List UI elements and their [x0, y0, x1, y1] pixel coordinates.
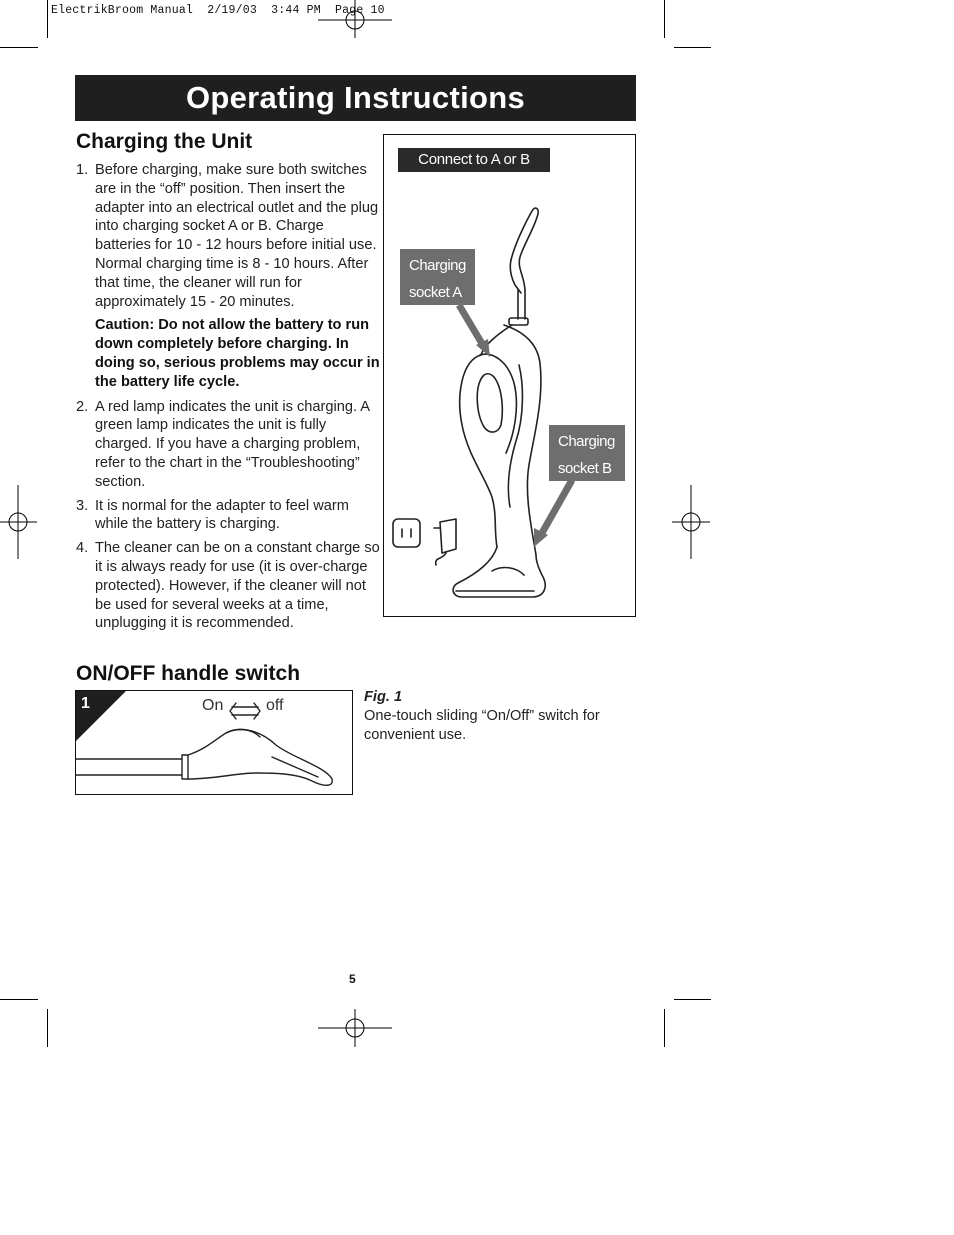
list-item	[76, 398, 380, 492]
charging-steps	[76, 161, 380, 638]
page-title: Operating Instructions	[185, 80, 526, 115]
step-text: A red lamp indicates the unit is charging. A green lamp indicates the unit is fully charged. If you have a charging problem, refer to the chart in the “Troubleshooting” section.	[95, 398, 370, 490]
step-number: 4.	[76, 540, 89, 557]
caution-text: Caution: Do not allow the battery to run down completely before charging. In doing so, serious problems may occur in the battery life cycle.	[95, 317, 380, 390]
connect-label: Connect to A or B	[398, 148, 550, 172]
fig-number-badge: 1	[81, 695, 90, 712]
step-number: 3.	[76, 497, 89, 514]
socket-a-line1: Charging	[409, 257, 466, 274]
off-label: off	[266, 697, 284, 714]
list-item	[76, 161, 380, 311]
socket-a-label	[400, 249, 475, 305]
print-slug: ElectrikBroom Manual 2/19/03 3:44 PM Page 10	[51, 4, 385, 17]
switch-figure	[75, 690, 353, 795]
switch-heading: ON/OFF handle switch	[76, 662, 301, 685]
socket-a-line2: socket A	[409, 284, 462, 301]
page-number: 5	[349, 972, 356, 986]
charging-illustration	[383, 134, 636, 617]
socket-b-label	[549, 425, 625, 481]
list-item	[76, 539, 380, 633]
list-item	[76, 497, 380, 535]
charging-heading: Charging the Unit	[76, 130, 253, 153]
step-text: Before charging, make sure both switches are in the “off” position. Then insert the adapter into an electrical outlet and the plug into charging socket A or B. Charge batteries for 10 - 12 hours before initial use. Normal charging time is 8 - 10 hours. After that time, the cleaner will run for approximately 15 - 20 minutes.	[95, 162, 379, 310]
title-banner	[75, 75, 636, 121]
step-text: The cleaner can be on a constant charge so it is always ready for use (it is over-charge protected). However, if the cleaner will not be used for several weeks at a time, unplugging it is recommended.	[95, 540, 380, 632]
step-text: It is normal for the adapter to feel warm while the battery is charging.	[95, 497, 349, 533]
step-number: 1.	[76, 162, 89, 178]
on-label: On	[202, 697, 224, 714]
fig-label: Fig. 1	[364, 689, 403, 705]
fig-caption-text: One-touch sliding “On/Off” switch for convenient use.	[364, 708, 600, 743]
socket-b-line1: Charging	[558, 433, 615, 450]
socket-b-line2: socket B	[558, 460, 612, 477]
step-number: 2.	[76, 398, 89, 415]
figure-caption	[364, 688, 636, 745]
broom-vacuum-drawing	[384, 135, 635, 616]
